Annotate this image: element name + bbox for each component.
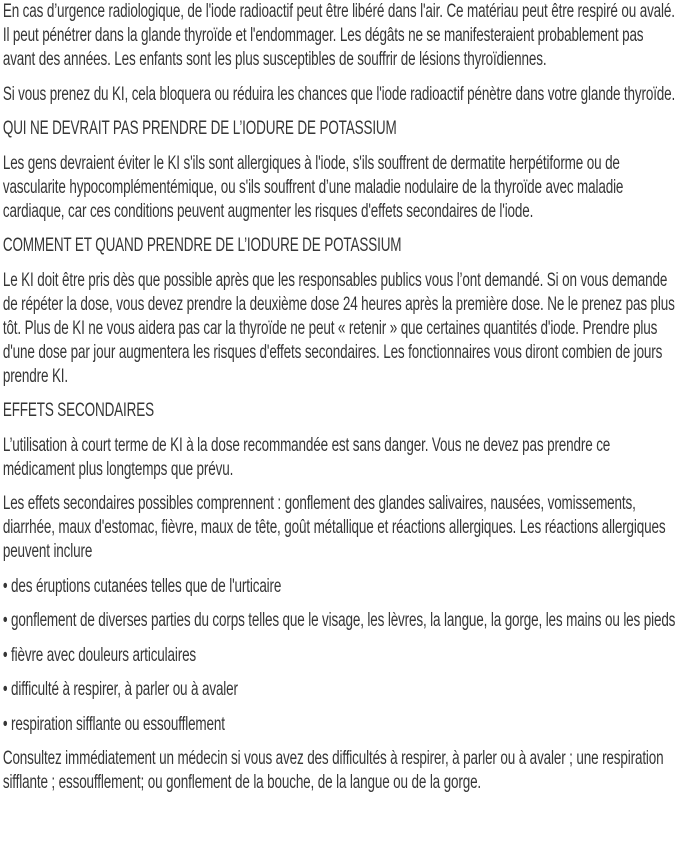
bullet-item-difficulty-breathing: • difficulté à respirer, à parler ou à avaler <box>2 679 238 700</box>
bullet-item-swelling-body-parts: • gonflement de diverses parties du corps telles que le visage, les lèvres, la langue, la gorge, les mains ou les pieds <box>2 610 676 631</box>
bullet-item-wheezing: • respiration sifflante ou essoufflement <box>2 713 225 735</box>
bullet-item-skin-rash: • des éruptions cutanées telles que de l'urticaire <box>2 575 282 597</box>
paragraph-intro-radiological-emergency: En cas d’urgence radiologique, de l'iode radioactif peut être libéré dans l'air. Ce matériau peut être respiré ou avalé. Il peut pénétrer dans la glande thyroïde et l'endommager. Les dégâts ne se manifesteraient probablement pas avant des années. Les enfants sont les plus susceptibles de souffrir de lésions thyroïdiennes. <box>2 1 675 70</box>
paragraph-seek-doctor-warning: Consultez immédiatement un médecin si vous avez des difficultés à respirer, à parler ou à avaler ; une respiration sifflante ; essoufflement; ou gonflement de la bouche, de la langue ou de la gorge. <box>2 748 664 793</box>
paragraph-dosage-instructions: Le KI doit être pris dès que possible après que les responsables publics vous l’ont demandé. Si on vous demande de répéter la dose, vous devez prendre la deuxième dose 24 heures après la première dose. Ne le prenez pas plus tôt. Plus de KI ne vous aidera pas car la thyroïde ne peut « retenir » que certaines quantités d'iode. Prendre plus d'une dose par jour augmentera les risques d'effets secondaires. Les fonctionnaires vous diront combien de jours prendre KI. <box>2 269 675 387</box>
section-heading-side-effects: EFFETS SECONDAIRES <box>2 400 154 421</box>
paragraph-possible-side-effects: Les effets secondaires possibles comprennent : gonflement des glandes salivaires, nausées, vomissements, diarrhée, maux d'estomac, fièvre, maux de tête, goût métallique et réactions allergiques. Les réactions allergiques peuvent inclure <box>2 493 666 562</box>
paragraph-ki-benefit: Si vous prenez du KI, cela bloquera ou réduira les chances que l'iode radioactif pénètre dans votre glande thyroïde. <box>2 83 676 105</box>
paragraph-contraindications: Les gens devraient éviter le KI s'ils sont allergiques à l'iode, s'ils souffrent de dermatite herpétiforme ou de vascularite hypocomplémentémique, ou s'ils souffrent d’une maladie nodulaire de la thyroïde avec maladie cardiaque, car ces conditions peuvent augmenter les risques d'effets secondaires de l'iode. <box>2 152 624 222</box>
paragraph-short-term-use: L’utilisation à court terme de KI à la dose recommandée est sans danger. Vous ne devez pas prendre ce médicament plus longtemps que prévu. <box>2 434 611 480</box>
bullet-item-fever-joint-pain: • fièvre avec douleurs articulaires <box>2 644 197 666</box>
section-heading-who-should-not-take: QUI NE DEVRAIT PAS PRENDRE DE L’IODURE DE POTASSIUM <box>2 118 397 139</box>
section-heading-how-and-when-to-take: COMMENT ET QUAND PRENDRE DE L’IODURE DE POTASSIUM <box>2 235 402 256</box>
